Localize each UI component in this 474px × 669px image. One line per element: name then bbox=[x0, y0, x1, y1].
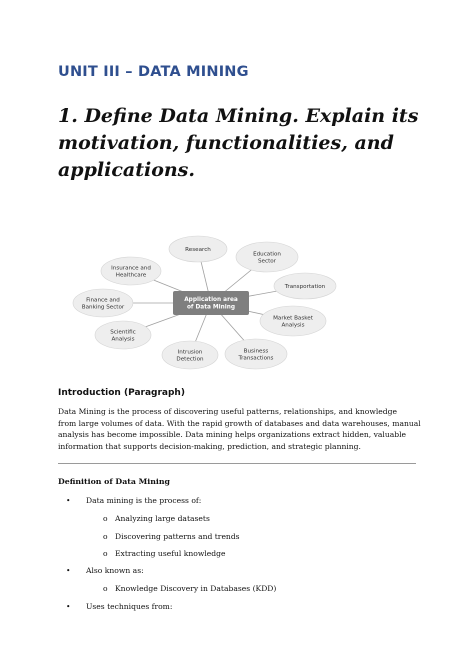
node-label-business: Transactions bbox=[238, 355, 274, 362]
center-label: of Data Mining bbox=[186, 304, 236, 311]
sub-bullet-icon: o bbox=[103, 549, 108, 558]
horizontal-divider bbox=[58, 463, 416, 464]
node-research bbox=[169, 236, 227, 262]
node-label-insurance: Healthcare bbox=[115, 272, 147, 279]
node-label-education: Education bbox=[253, 251, 281, 258]
center-label: Application area bbox=[184, 297, 238, 303]
unit-title: UNIT III – DATA MINING bbox=[58, 64, 249, 80]
sub-list-item: Knowledge Discovery in Databases (KDD) bbox=[115, 584, 277, 593]
intro-line: from large volumes of data. With the rapid growth of databases and data warehouses, manual bbox=[58, 418, 421, 428]
node-market-basket bbox=[260, 306, 326, 336]
node-label-education: Sector bbox=[258, 258, 276, 265]
node-label-scientific: Scientific bbox=[110, 329, 136, 336]
bullet-icon: • bbox=[66, 602, 71, 611]
question-title-line: applications. bbox=[58, 159, 195, 181]
node-finance bbox=[73, 289, 133, 317]
node-intrusion bbox=[162, 341, 218, 369]
sub-bullet-icon: o bbox=[103, 532, 108, 541]
bullet-icon: • bbox=[66, 566, 71, 575]
sub-list-item: Analyzing large datasets bbox=[115, 514, 210, 523]
node-label-intrusion: Intrusion bbox=[177, 349, 203, 356]
sub-bullet-icon: o bbox=[103, 514, 108, 523]
question-title-line: 1. Define Data Mining. Explain its bbox=[58, 105, 419, 127]
sub-list-item: Extracting useful knowledge bbox=[115, 549, 226, 558]
intro-line: information that supports decision-making, prediction, and strategic planning. bbox=[58, 441, 361, 451]
definition-heading: Definition of Data Mining bbox=[58, 477, 170, 486]
application-area-diagram bbox=[0, 225, 474, 375]
node-label-finance: Banking Sector bbox=[81, 304, 125, 311]
intro-line: analysis has become impossible. Data mining helps organizations extract hidden, valuable bbox=[58, 430, 407, 439]
node-scientific bbox=[95, 321, 151, 349]
node-business bbox=[225, 339, 287, 369]
node-label-intrusion: Detection bbox=[176, 356, 204, 363]
question-title-line: motivation, functionalities, and bbox=[58, 132, 394, 154]
node-education bbox=[236, 242, 298, 272]
node-transportation bbox=[274, 273, 336, 299]
intro-paragraph bbox=[58, 406, 423, 452]
node-label-scientific: Analysis bbox=[111, 336, 135, 343]
sub-list-item: Discovering patterns and trends bbox=[115, 532, 240, 541]
node-label-insurance: Insurance and bbox=[111, 265, 151, 272]
node-label-business: Business bbox=[243, 348, 269, 355]
node-label-transportation: Transportation bbox=[284, 284, 326, 291]
bullet-icon: • bbox=[66, 496, 71, 505]
list-item: Uses techniques from: bbox=[86, 602, 173, 611]
node-insurance bbox=[101, 257, 161, 285]
list-item: Data mining is the process of: bbox=[86, 496, 202, 505]
sub-bullet-icon: o bbox=[103, 584, 108, 593]
node-label-finance: Finance and bbox=[86, 297, 120, 304]
intro-line: Data Mining is the process of discovering useful patterns, relationships, and knowledge bbox=[58, 407, 397, 416]
list-item: Also known as: bbox=[86, 566, 144, 575]
diagram-center bbox=[173, 291, 249, 315]
node-label-market-basket: Analysis bbox=[281, 322, 305, 329]
node-label-market-basket: Market Basket bbox=[273, 315, 313, 322]
node-label-research: Research bbox=[185, 247, 211, 254]
center-box bbox=[173, 291, 249, 315]
intro-heading: Introduction (Paragraph) bbox=[58, 388, 185, 398]
question-title bbox=[58, 103, 438, 184]
